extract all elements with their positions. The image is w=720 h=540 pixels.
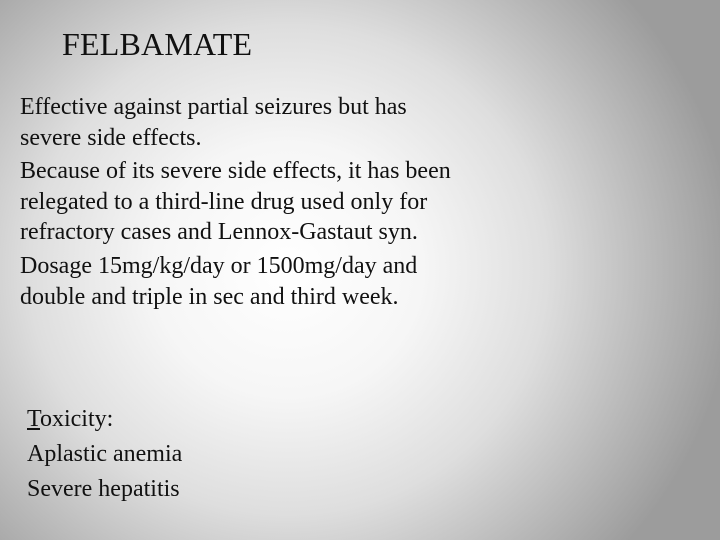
toxicity-heading-initial: T	[27, 406, 40, 432]
slide-title: FELBAMATE	[62, 26, 253, 62]
toxicity-section	[27, 402, 427, 507]
slide-body	[20, 92, 470, 315]
toxicity-heading-rest: oxicity:	[39, 406, 114, 432]
paragraph-side-effects: Because of its severe side effects, it has been relegated to a third-line drug used only for refractory cases and Lennox-Gastaut syn.	[20, 158, 451, 246]
toxicity-heading	[27, 402, 427, 437]
paragraph-dosage: Dosage 15mg/kg/day or 1500mg/day and double and triple in sec and third week.	[20, 252, 418, 310]
toxicity-item-severe-hepatitis: Severe hepatitis	[27, 476, 180, 502]
toxicity-item-aplastic-anemia: Aplastic anemia	[27, 441, 183, 467]
paragraph-efficacy: Effective against partial seizures but has severe side effects.	[20, 94, 407, 151]
